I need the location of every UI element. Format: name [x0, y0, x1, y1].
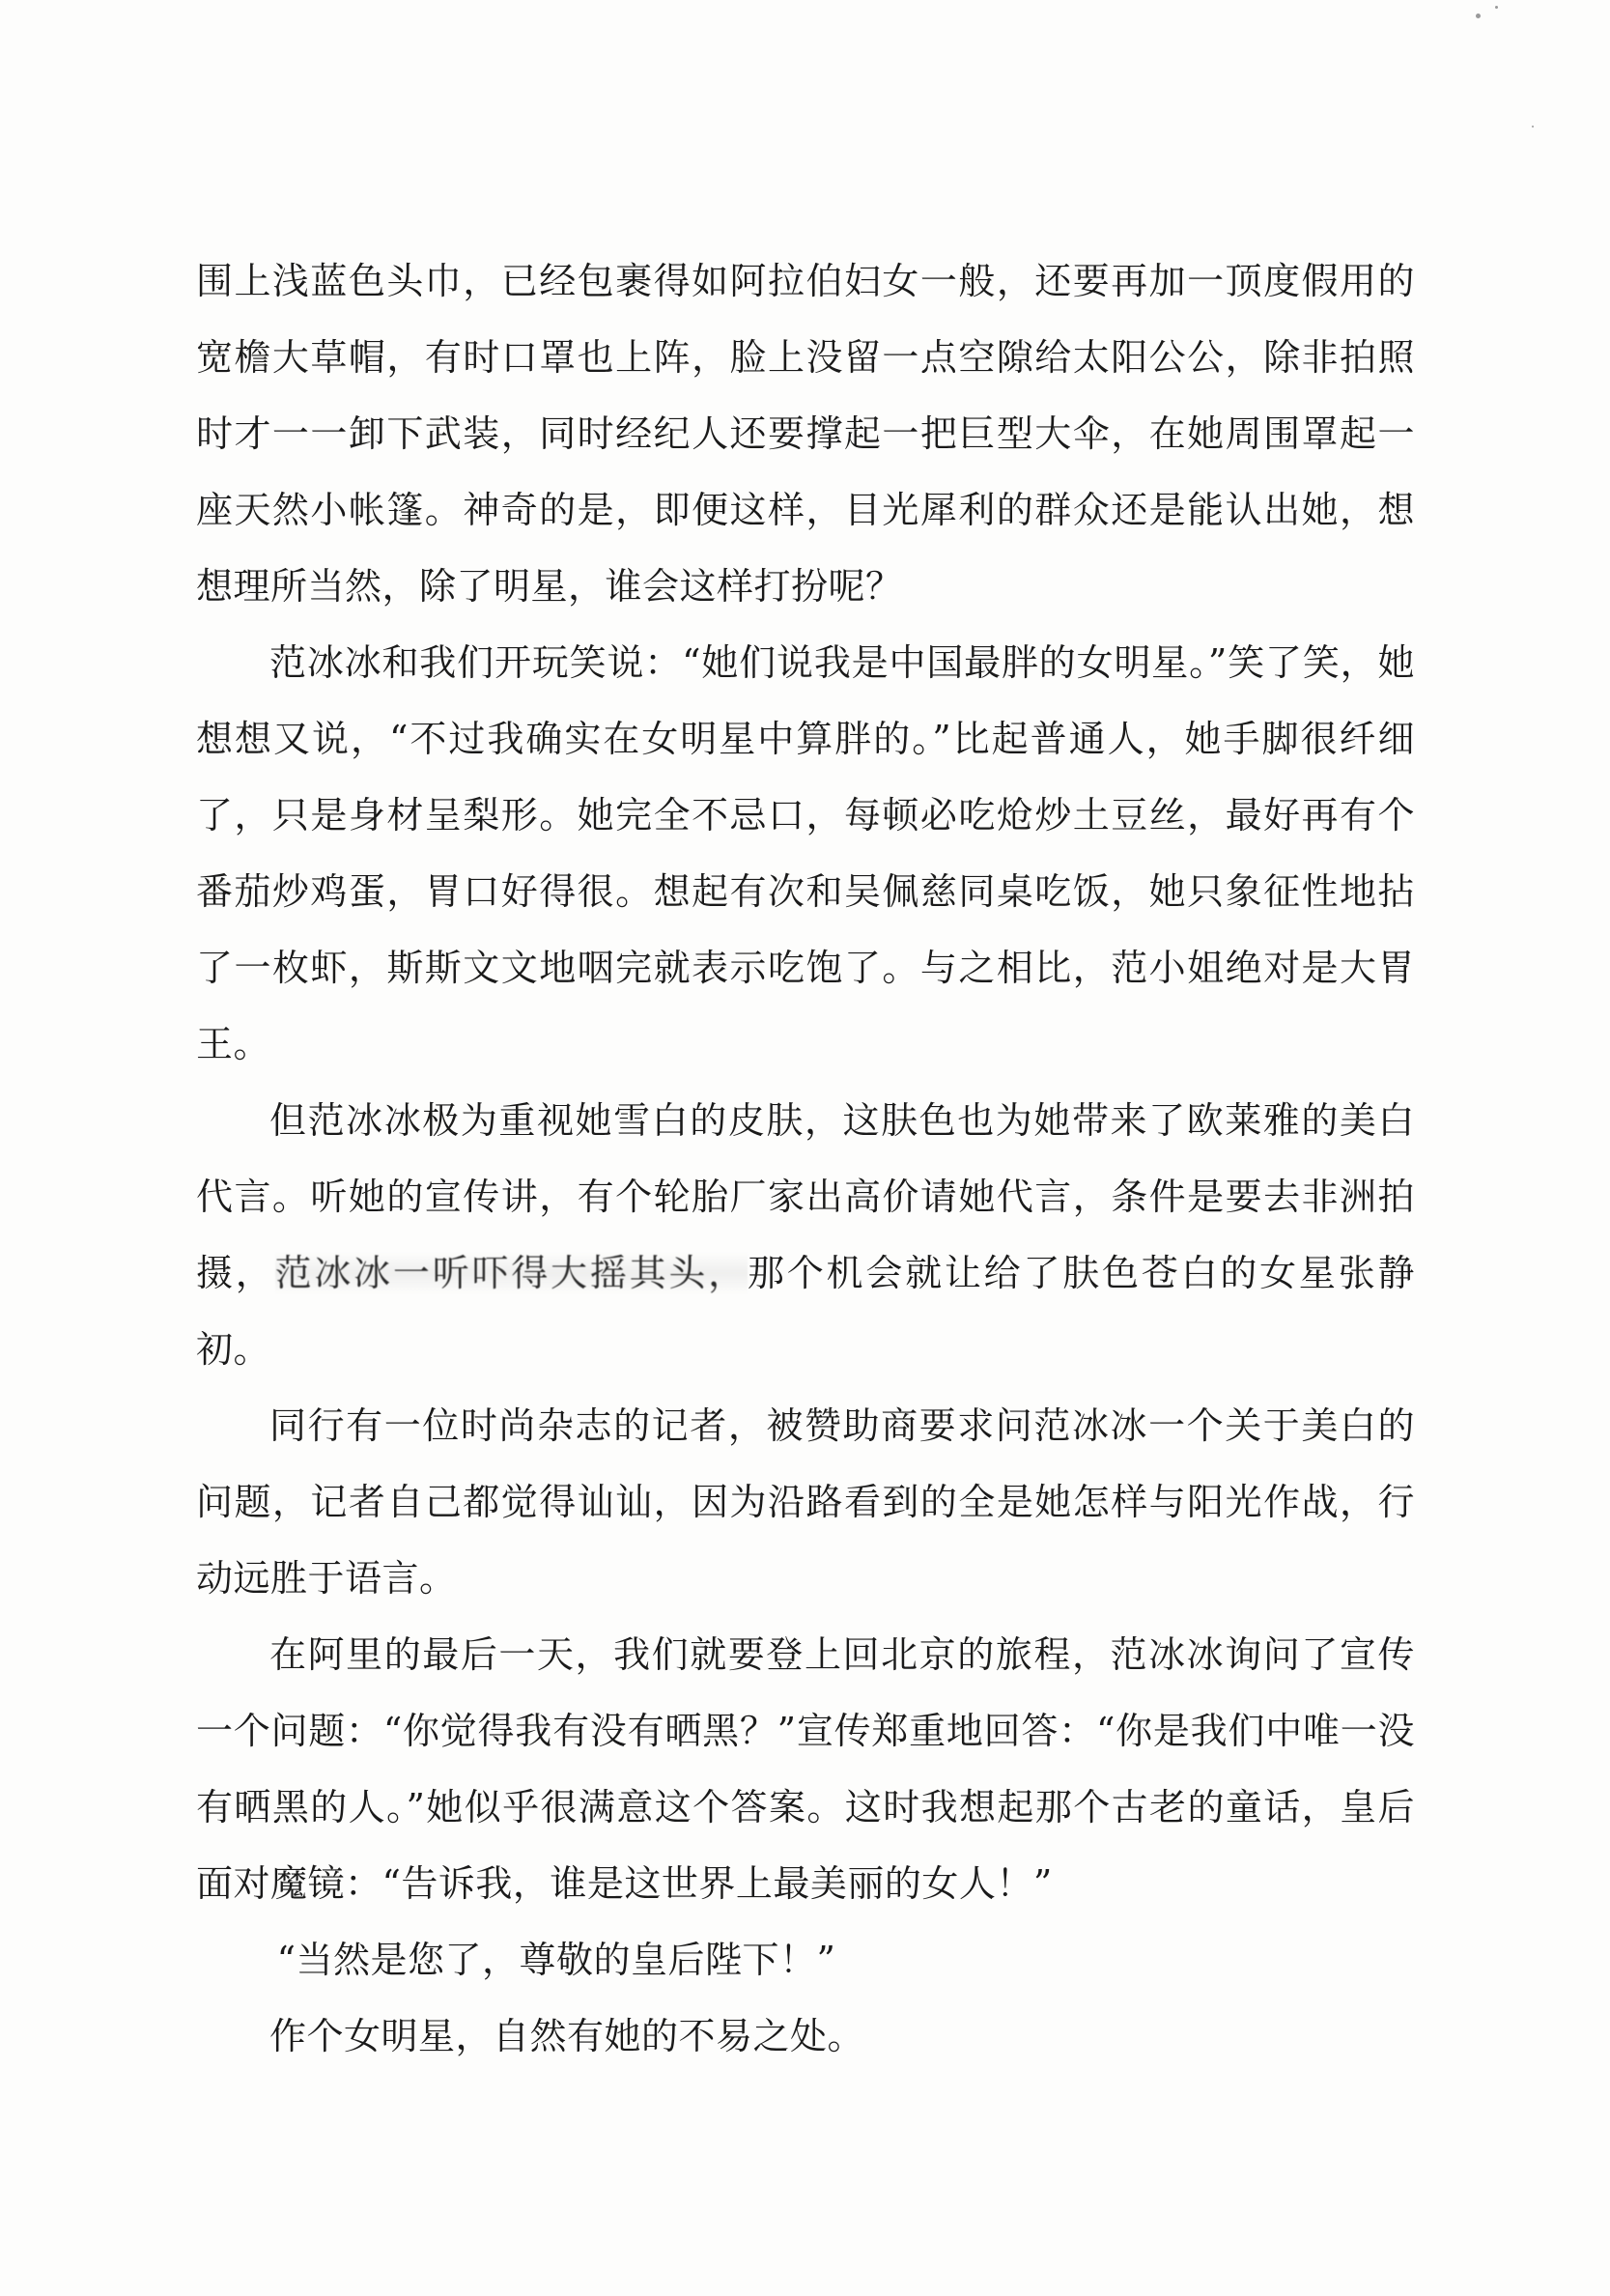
- paragraph: [196, 1083, 1415, 1388]
- scan-speck: [1476, 14, 1481, 18]
- paragraph: “当然是您了，尊敬的皇后陛下！”: [276, 1939, 836, 1981]
- paragraph: 范冰冰和我们开玩笑说：“她们说我是中国最胖的女明星。”笑了笑，她想想又说，“不过我确实在女明星中算胖的。”比起普通人，她手脚很纤细了，只是身材呈梨形。她完全不忌口，每顿必吃炝炒土豆丝，最好再有个番茄炒鸡蛋，胃口好得很。想起有次和吴佩慈同桌吃饭，她只象征性地拈了一枚虾，斯斯文文地咽完就表示吃饱了。与之相比，范小姐绝对是大胃王。: [196, 641, 1415, 1065]
- scan-speck: [1532, 126, 1534, 128]
- paragraph: 作个女明星，自然有她的不易之处。: [269, 2015, 865, 2057]
- body-text: [196, 243, 1415, 2075]
- paragraph: 围上浅蓝色头巾，已经包裹得如阿拉伯妇女一般，还要再加一顶度假用的宽檐大草帽，有时口罩也上阵，脸上没留一点空隙给太阳公公，除非拍照时才一一卸下武装，同时经纪人还要撑起一把巨型大伞，在她周围罩起一座天然小帐篷。神奇的是，即便这样，目光犀利的群众还是能认出她，想想理所当然，除了明星，谁会这样打扮呢？: [196, 260, 1415, 608]
- paragraph: 在阿里的最后一天，我们就要登上回北京的旅程，范冰冰询问了宣传一个问题：“你觉得我有没有晒黑？”宣传郑重地回答：“你是我们中唯一没有晒黑的人。”她似乎很满意这个答案。这时我想起那个古老的童话，皇后面对魔镜：“告诉我，谁是这世界上最美丽的女人！”: [196, 1633, 1415, 1905]
- paragraph-text: 但范冰冰极为重视她雪白的皮肤，这肤色也为她带来了欧莱雅的美白代言。听她的宣传讲，有个轮胎厂家出高价请她代言，条件是要去非洲拍摄，: [196, 1099, 1415, 1294]
- smudged-text: 范冰冰一听吓得大摇其头，: [274, 1252, 748, 1294]
- scan-speck: [1495, 6, 1498, 9]
- paragraph: 同行有一位时尚杂志的记者，被赞助商要求问范冰冰一个关于美白的问题，记者自己都觉得讪讪，因为沿路看到的全是她怎样与阳光作战，行动远胜于语言。: [196, 1404, 1415, 1600]
- paragraph-text: 那个机会就让给了肤色苍白的女星张静初。: [196, 1252, 1415, 1371]
